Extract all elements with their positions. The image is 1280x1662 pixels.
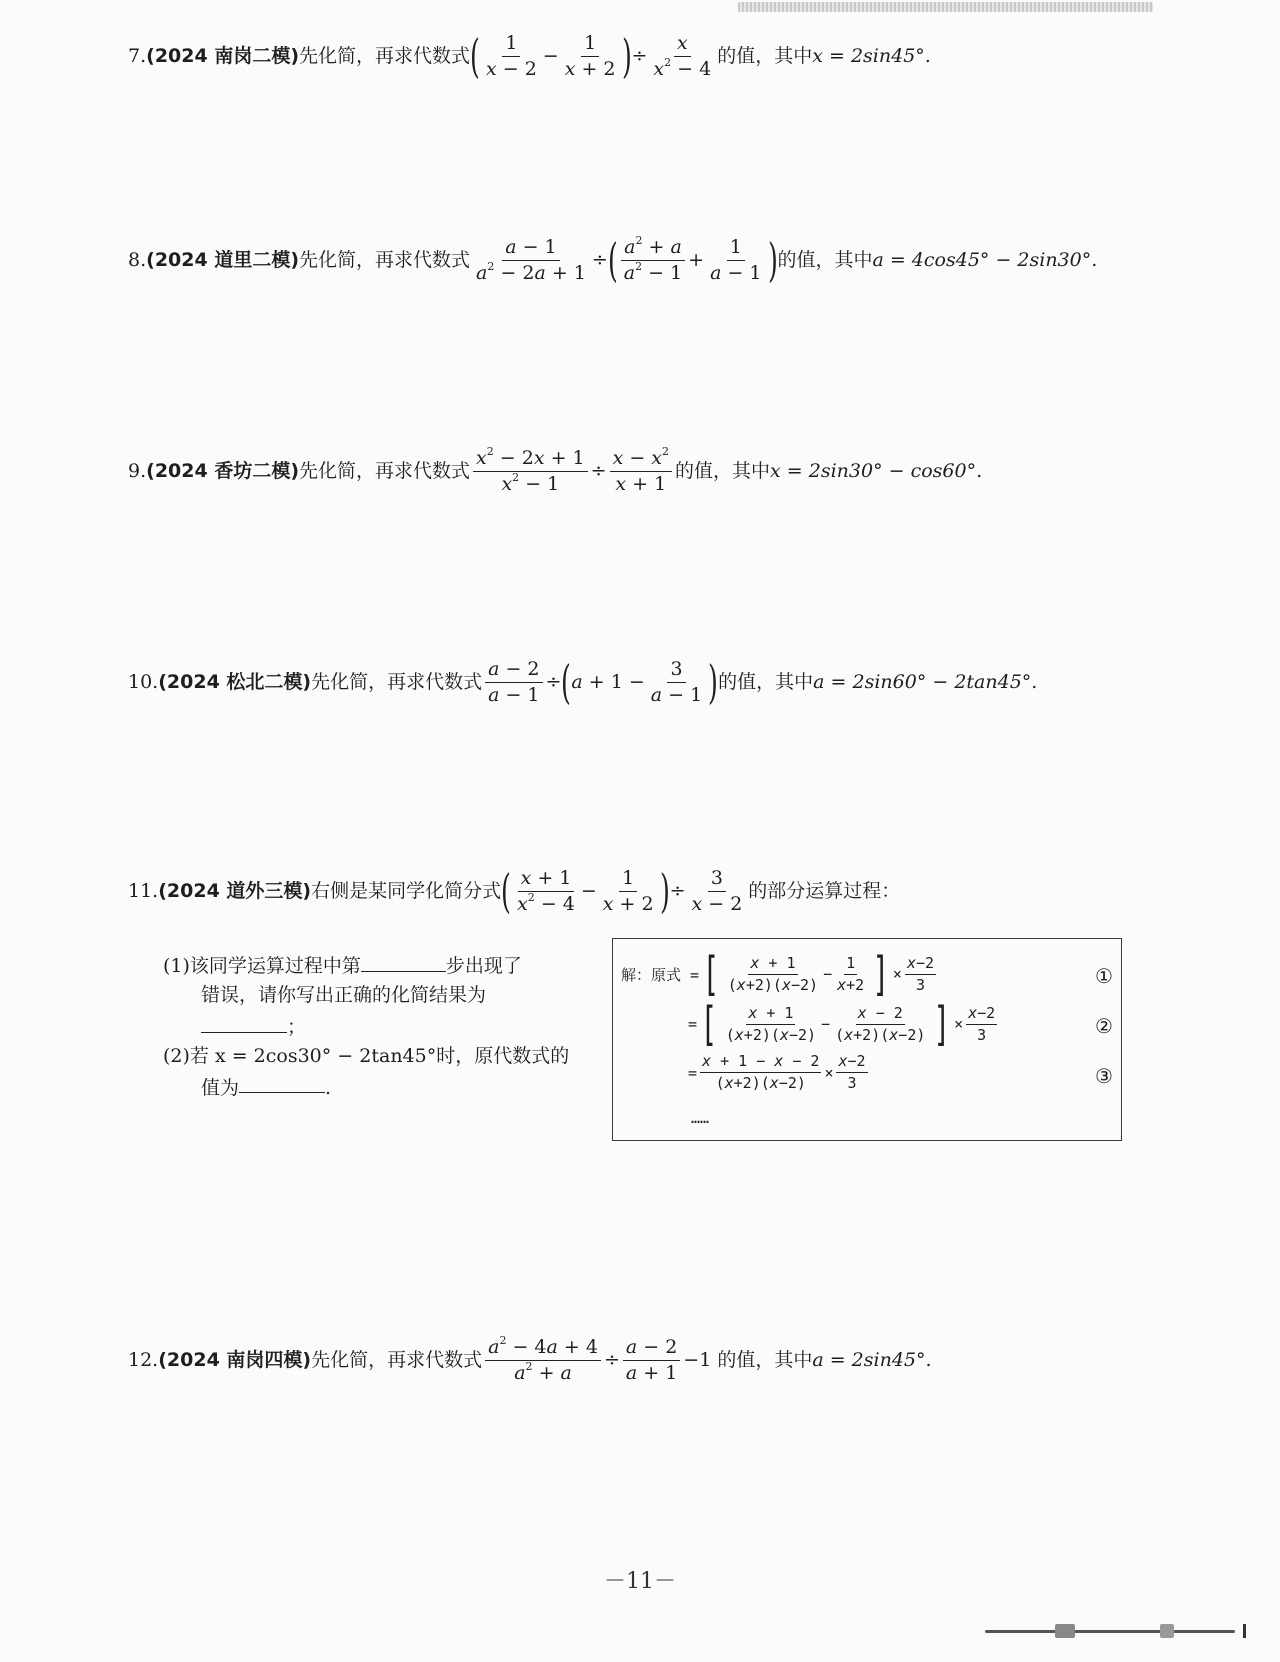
problem-number: 8. [128, 248, 147, 271]
problem-number: 11. [128, 879, 159, 902]
scrollbar-track[interactable] [985, 1630, 1235, 1633]
problem-number: 9. [128, 460, 147, 482]
problem-number: 7. [128, 44, 147, 67]
problem-10 [128, 655, 1038, 709]
problem-lead: 先化简，再求代数式 [311, 670, 483, 693]
problem-source: (2024 南岗二模) [146, 44, 300, 67]
problem-condition: x = 2sin45°. [812, 44, 931, 67]
problem-number: 12. [128, 1349, 159, 1371]
solution-step-3: = $\frac{x + 1 - x - 2}{(x+2)(x-2)}$ × $\frac{x-2}{3}$ [688, 1052, 866, 1092]
problem-condition: a = 4cos45° − 2sin30°. [872, 248, 1098, 271]
scrollbar-thumb-secondary[interactable] [1160, 1624, 1174, 1638]
problem-9 [128, 445, 983, 495]
page-number: －11－ [604, 1569, 676, 1594]
scrollbar-end-cap [1243, 1624, 1246, 1638]
problem-7 [128, 29, 931, 83]
subq-2-text-c: . [325, 1076, 332, 1099]
problem-8 [128, 233, 1098, 287]
expression: ( $\frac{x + 1}{x^2 - 4}$ − $\frac{1}{x + 2}$ ) ÷ $\frac{3}{x - 2}$ [501, 864, 743, 918]
expression: $\frac{a - 1}{a^2 - 2a + 1}$ ÷ ( $\frac{a^2 + a}{a^2 - 1}$ + $\frac{1}{a - 1}$ ) [476, 233, 778, 287]
answer-blank-value[interactable] [239, 1072, 325, 1094]
top-scroll-indicator [738, 2, 1153, 12]
subq-1-text-c: 错误，请你写出正确的化简结果为 [201, 984, 487, 1007]
answer-blank-simplified[interactable] [201, 1011, 287, 1033]
problem-tail: 的值，其中 [777, 248, 873, 271]
solution-prefix: 解：原式 = [621, 965, 700, 984]
expression: ( $\frac{1}{x - 2}$ − $\frac{1}{x + 2}$ ) ÷ $\frac{x}{x^2 - 4}$ [470, 29, 712, 83]
problem-condition: a = 2sin60° − 2tan45°. [813, 670, 1038, 693]
solution-box [612, 938, 1122, 1141]
subq-2-text: (2)若 x = 2cos30° − 2tan45°时，原代数式的 [163, 1045, 570, 1068]
problem-11 [128, 864, 901, 918]
problem-number: 10. [128, 670, 159, 693]
problem-lead: 先化简，再求代数式 [299, 248, 471, 271]
solution-ellipsis: …… [691, 1109, 710, 1127]
problem-source: (2024 道里二模) [146, 248, 300, 271]
problem-tail: 的值，其中 [675, 460, 771, 482]
subq-2-text-b: 值为 [201, 1076, 240, 1099]
solution-step-2: = [ $\frac{x + 1}{(x+2)(x-2)}$ − $\frac{x - 2}{(x+2)(x-2)}$ ] × $\frac{x-2}{3}$ [688, 997, 996, 1051]
problem-condition: x = 2sin30° − cos60°. [770, 460, 983, 482]
step-mark-2: ② [1095, 1014, 1113, 1038]
bottom-scrollbar[interactable] [985, 1624, 1255, 1638]
problem-tail: 的值，其中 [717, 44, 813, 67]
problem-12 [128, 1334, 932, 1384]
problem-source: (2024 香坊二模) [146, 460, 300, 482]
problem-11-subquestions [163, 950, 569, 1103]
problem-tail: 的部分运算过程： [748, 879, 901, 902]
subq-1-text: (1)该同学运算过程中第 [163, 954, 361, 977]
scrollbar-thumb[interactable] [1055, 1624, 1075, 1638]
problem-lead: 右侧是某同学化简分式 [311, 879, 502, 902]
expression: $\frac{x^2 - 2x + 1}{x^2 - 1}$ ÷ $\frac{x - x^2}{x + 1}$ [470, 449, 675, 494]
step-mark-3: ③ [1095, 1064, 1113, 1088]
expression: $\frac{a^2 - 4a + 4}{a^2 + a}$ ÷ $\frac{a - 2}{a + 1}$ [482, 1338, 683, 1383]
problem-lead: 先化简，再求代数式 [299, 44, 471, 67]
subq-1-text-b: 步出现了 [445, 954, 522, 977]
expression: $\frac{a - 2}{a - 1}$ ÷ ( a + 1 − $\frac{3}{a - 1}$ ) [482, 659, 718, 705]
problem-lead: 先化简，再求代数式 [299, 460, 471, 482]
problem-lead: 先化简，再求代数式 [311, 1349, 483, 1371]
problem-source: (2024 南岗四模) [158, 1349, 312, 1371]
solution-step-1: 解：原式 = [ $\frac{x + 1}{(x+2)(x-2)}$ − $\frac{1}{x+2}$ ] × $\frac{x-2}{3}$ [621, 947, 935, 1001]
problem-source: (2024 松北二模) [158, 670, 312, 693]
answer-blank-step[interactable] [361, 950, 446, 972]
problem-source: (2024 道外三模) [158, 879, 312, 902]
step-mark-1: ① [1095, 964, 1113, 988]
problem-tail: 的值，其中 [718, 670, 814, 693]
problem-tail: −1 的值，其中 [683, 1349, 813, 1371]
problem-condition: a = 2sin45°. [812, 1349, 932, 1371]
subq-1-text-d: ； [287, 1015, 307, 1038]
